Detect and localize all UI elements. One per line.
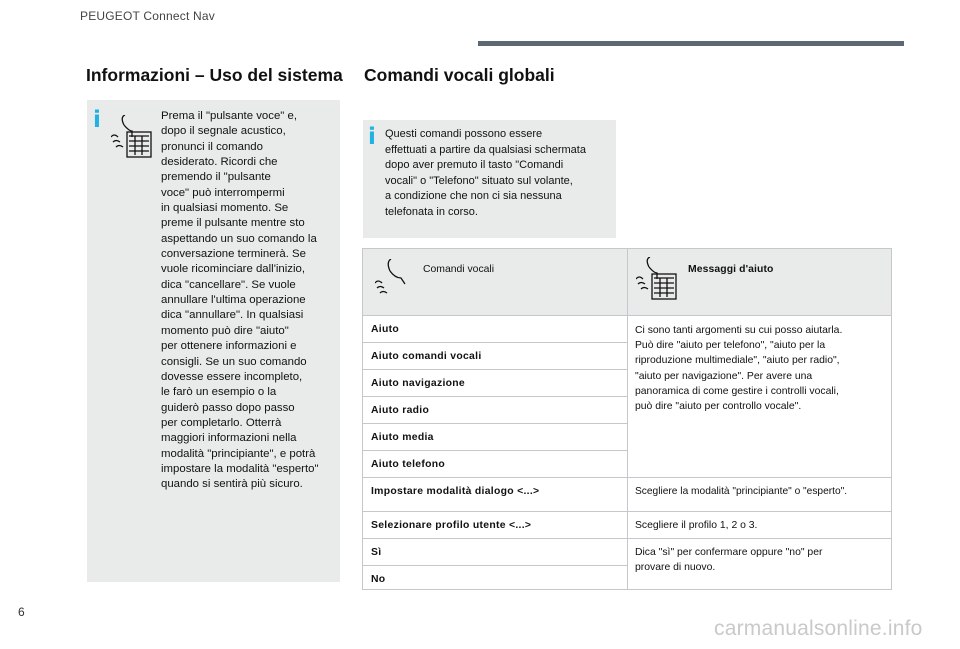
info-icon: i <box>93 107 101 133</box>
info-paragraph-usage: Prema il "pulsante voce" e, dopo il segnale acustico, pronunci il comando desiderato. Ricordi che premendo il "pulsante voce" può interrompermi in qualsiasi momento. Se preme il pulsante mentre sto aspettando un suo comando la conversazione terminerà. Se vuole ricominciare dall'inizio, dica "cancellare". Se vuole annullare l'ultima operazione dica "annullare". In qualsiasi momento può dire "aiuto" per ottenere informazioni e consigli. Se un suo comando dovesse essere incompleto, le farò un esempio o la guiderò passo dopo passo per completarlo. Otterrà maggiori informazioni nella modalità "principiante", e potrà impostare la modalità "esperto" quando si sentirà più sicuro. <box>161 110 319 491</box>
voice-keypad-icon <box>111 115 156 160</box>
row-divider <box>363 423 627 424</box>
voice-commands-table <box>362 248 892 590</box>
row-divider <box>363 565 627 566</box>
table-row-command: Aiuto telefono <box>371 459 446 470</box>
table-row-command: Sì <box>371 547 382 558</box>
row-divider <box>363 315 891 316</box>
header-divider-bar <box>478 41 904 46</box>
manual-brand-header: PEUGEOT Connect Nav <box>80 9 215 23</box>
row-divider <box>363 450 627 451</box>
row-divider <box>363 342 627 343</box>
site-watermark: carmanualsonline.info <box>714 617 923 640</box>
table-row-command: Aiuto radio <box>371 405 430 416</box>
row-divider <box>363 369 627 370</box>
table-row-message: Ci sono tanti argomenti su cui posso aiutarla. Può dire "aiuto per telefono", "aiuto per la riproduzione multimediale", "aiuto per radio", "aiuto per navigazione". Per avere una panoramica di come gestire i controlli vocali, può dire "aiuto per controllo vocale". <box>635 325 843 413</box>
section-title-info: Informazioni – Uso del sistema <box>86 65 343 85</box>
table-row-command: Aiuto navigazione <box>371 378 466 389</box>
table-row-command: Aiuto media <box>371 432 434 443</box>
info-paragraph-commands: Questi comandi possono essere effettuati a partire da qualsiasi schermata dopo aver premuto il tasto "Comandi vocali" o "Telefono" situato sul volante, a condizione che non ci sia nessuna telefonata in corso. <box>385 128 586 218</box>
voice-keypad-icon <box>636 257 681 302</box>
table-row-command: No <box>371 574 386 585</box>
info-icon: i <box>368 124 376 150</box>
row-divider <box>363 477 891 478</box>
table-row-command: Selezionare profilo utente <...> <box>371 520 532 531</box>
voice-icon <box>375 259 409 295</box>
row-divider <box>363 396 627 397</box>
column-header-commands: Comandi vocali <box>423 264 495 275</box>
table-row-message: Scegliere il profilo 1, 2 o 3. <box>635 520 758 531</box>
table-row-command: Aiuto <box>371 324 400 335</box>
section-title-commands: Comandi vocali globali <box>364 65 555 85</box>
column-header-messages: Messaggi d'aiuto <box>688 264 774 275</box>
row-divider <box>363 511 891 512</box>
table-row-message: Scegliere la modalità "principiante" o "esperto". <box>635 486 848 497</box>
row-divider <box>363 538 891 539</box>
table-row-command: Impostare modalità dialogo <...> <box>371 486 540 497</box>
table-row-command: Aiuto comandi vocali <box>371 351 482 362</box>
table-row-message: Dica "sì" per confermare oppure "no" per provare di nuovo. <box>635 547 823 574</box>
page-number: 6 <box>18 605 25 619</box>
